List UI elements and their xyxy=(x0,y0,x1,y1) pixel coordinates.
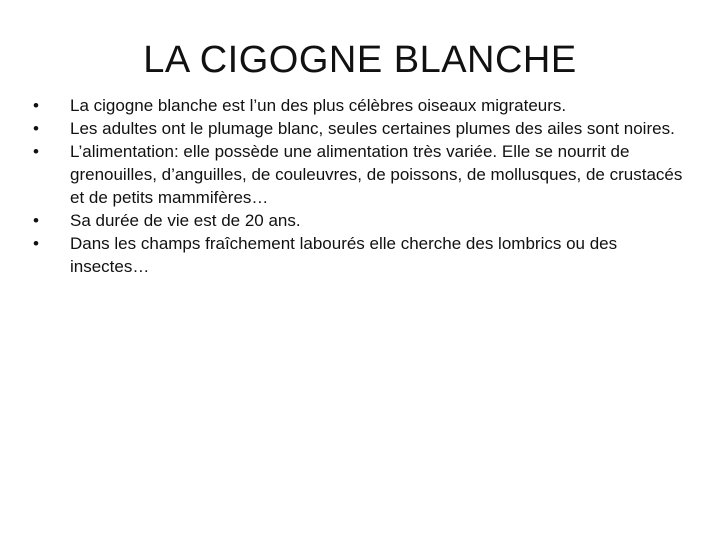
bullet-text: L’alimentation: elle possède une alimentation très variée. Elle se nourrit de grenouilles, d’anguilles, de couleuvres, de poissons, de mollusques, de crustacés et de petits mammifères… xyxy=(70,142,683,207)
bullet-list xyxy=(30,94,690,278)
bullet-icon: • xyxy=(33,234,39,253)
bullet-icon: • xyxy=(33,119,39,138)
bullet-text: Les adultes ont le plumage blanc, seules certaines plumes des ailes sont noires. xyxy=(70,119,675,138)
bullet-icon: • xyxy=(33,211,39,230)
bullet-icon: • xyxy=(33,96,39,115)
bullet-item xyxy=(30,94,690,117)
bullet-icon: • xyxy=(33,142,39,161)
bullet-item xyxy=(30,117,690,140)
bullet-item xyxy=(30,232,690,278)
bullet-item xyxy=(30,140,690,209)
slide-title: LA CIGOGNE BLANCHE xyxy=(143,39,577,81)
bullet-text: Dans les champs fraîchement labourés elle cherche des lombrics ou des insectes… xyxy=(70,234,618,276)
bullet-text: Sa durée de vie est de 20 ans. xyxy=(70,211,301,230)
bullet-item xyxy=(30,209,690,232)
bullet-text: La cigogne blanche est l’un des plus célèbres oiseaux migrateurs. xyxy=(70,96,567,115)
